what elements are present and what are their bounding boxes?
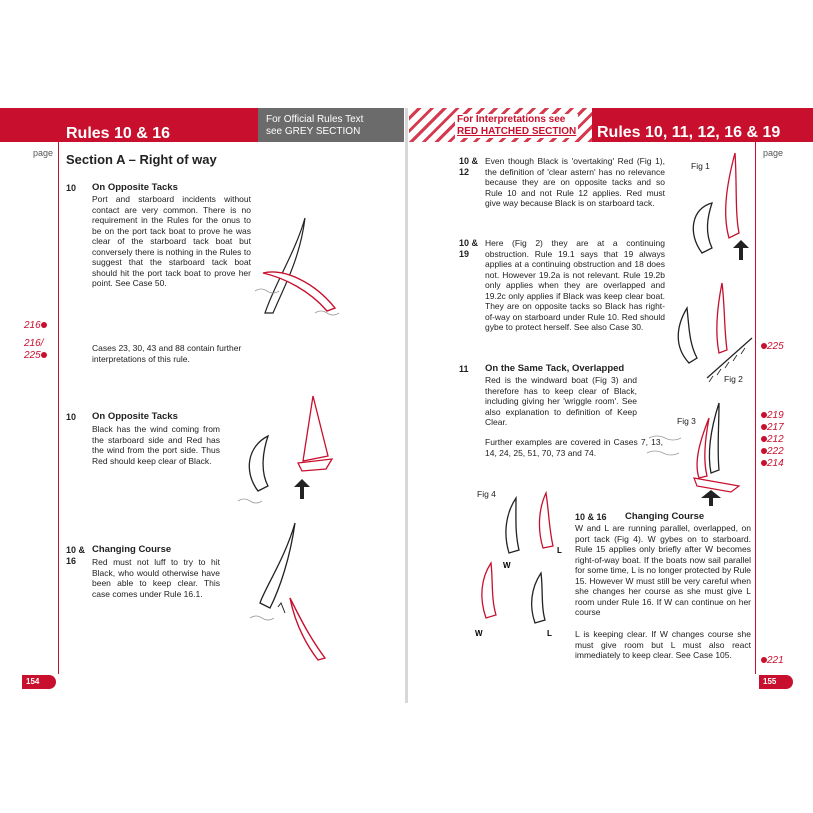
ref-dot-icon bbox=[41, 352, 47, 358]
ref-dot-icon bbox=[41, 322, 47, 328]
fig4-diagram bbox=[461, 488, 576, 658]
section-title: Section A – Right of way bbox=[66, 152, 217, 167]
entry-number: 10 & bbox=[459, 238, 479, 248]
left-page-label: page bbox=[33, 148, 54, 158]
left-page-number: 154 bbox=[22, 675, 56, 689]
fig2-diagram bbox=[667, 278, 757, 388]
hatch-tab-line2: RED HATCHED SECTION bbox=[457, 126, 577, 137]
right-page-number: 155 bbox=[759, 675, 793, 689]
right-band-title: Rules 10, 11, 12, 16 & 19 bbox=[597, 124, 781, 141]
left-margin-rule bbox=[58, 142, 59, 674]
fig2-label: Fig 2 bbox=[724, 374, 743, 384]
entry-number-2: 12 bbox=[459, 167, 470, 177]
fig1-label: Fig 1 bbox=[691, 161, 710, 171]
right-ref-221[interactable]: 221 bbox=[761, 655, 784, 667]
entry-heading: On Opposite Tacks bbox=[92, 411, 178, 422]
left-ref-1[interactable]: 216 bbox=[24, 320, 47, 332]
entry-heading: Changing Course bbox=[625, 511, 705, 522]
entry-body: Here (Fig 2) they are at a continuing obstruction. Rule 19.1 says that 19 always applies at a continuing obstruction and 18 does not. However 19.2a is not relevant. Rule 19.2b only applies when they are overlapped and 19.2c only applies if Black was keep clear boat. They are on opposite tacks so Black has right-of-way on starboard under Rule 10. Red should gybe to protect herself. See also Case 30. bbox=[485, 238, 665, 332]
fig4-label: Fig 4 bbox=[477, 489, 496, 499]
entry-number: 10 bbox=[66, 412, 77, 422]
fig1-diagram bbox=[667, 148, 757, 263]
left-entry-3 bbox=[66, 545, 236, 625]
port-starboard-diagram bbox=[245, 213, 345, 323]
fig4-l2-label: L bbox=[557, 546, 562, 555]
entry-number-2: 19 bbox=[459, 249, 470, 259]
entry-number: 10 & bbox=[66, 545, 86, 555]
fig4-l1-label: L bbox=[547, 629, 552, 638]
grey-tab-line1: For Official Rules Text bbox=[266, 114, 364, 125]
book-spine bbox=[405, 108, 408, 703]
hatch-tab-text bbox=[455, 114, 578, 138]
entry-number-2: 16 bbox=[66, 556, 77, 566]
red-hatched-tab bbox=[409, 108, 592, 142]
fig3-diagram bbox=[639, 398, 757, 508]
left-ref-2[interactable]: 216/ 225 bbox=[24, 338, 47, 362]
left-band-title: Rules 10 & 16 bbox=[66, 125, 171, 142]
left-header-band bbox=[0, 108, 258, 142]
right-entry-4 bbox=[575, 512, 751, 682]
fig3-label: Fig 3 bbox=[677, 416, 696, 426]
left-entry-1 bbox=[66, 183, 251, 383]
left-entry-2 bbox=[66, 412, 226, 492]
changing-course-diagram bbox=[240, 518, 350, 668]
entry-extra: Further examples are covered in Cases 7, 13, 14, 24, 25, 51, 70, 73 and 74. bbox=[485, 437, 663, 458]
left-page bbox=[0, 108, 404, 703]
right-page-label: page bbox=[763, 148, 784, 158]
hatch-tab-line1: For Interpretations see bbox=[457, 114, 566, 125]
grey-section-tab bbox=[258, 108, 404, 142]
right-entry-1 bbox=[459, 156, 669, 236]
entry-heading: On Opposite Tacks bbox=[92, 182, 178, 193]
entry-number: 10 & 16 bbox=[575, 512, 607, 522]
entry-number: 11 bbox=[459, 364, 469, 374]
entry-body: W and L are running parallel, overlapped, on port tack (Fig 4). W gybes on to starboard. Rule 15 applies only briefly after W becomes right-of-way boat. If the boats now sail parallel for some time, L is no longer protected by Rule 15. However W must still be very careful when she changes her course as she must give L room under Rule 16. If W can continue on her course bbox=[575, 523, 751, 617]
opposite-tacks-diagram bbox=[228, 391, 348, 521]
right-refs-group[interactable]: 219 217 212 222 214 bbox=[761, 410, 784, 470]
fig4-w2-label: W bbox=[503, 561, 511, 570]
entry-body: Red is the windward boat (Fig 3) and therefore has to keep clear of Black, including giving her 'wriggle room'. See also explanation to definition of Keep Clear. bbox=[485, 375, 637, 427]
right-page bbox=[409, 108, 813, 703]
entry-heading: Changing Course bbox=[92, 544, 172, 555]
entry-body: Even though Black is 'overtaking' Red (Fig 1), the definition of 'clear astern' has no relevance because they are on opposite tacks and so Rule 10 and not Rule 12 applies. Red must give way because Black is on starboard tack. bbox=[485, 156, 665, 208]
fig4-w1-label: W bbox=[475, 629, 483, 638]
entry-number: 10 bbox=[66, 183, 77, 193]
right-entry-3 bbox=[459, 364, 669, 484]
entry-heading: On the Same Tack, Overlapped bbox=[485, 363, 625, 374]
entry-body: Red must not luff to try to hit Black, who would otherwise have been able to keep clear. This case comes under Rule 16.1. bbox=[92, 557, 220, 599]
entry-extra: Cases 23, 30, 43 and 88 contain further interpretations of this rule. bbox=[92, 343, 242, 364]
entry-body: Port and starboard incidents without contact are very common. There is no requirement in the Rules for the onus to be on the port tack boat to prove he was clear of the starboard tack boat but conversely there is nothing in the Rules to suggest that the starboard tack boat should hit the port tack boat to prove her point. See Case 50. bbox=[92, 194, 251, 288]
right-ref-225[interactable]: 225 bbox=[761, 341, 784, 353]
right-entry-2 bbox=[459, 238, 669, 358]
entry-body: Black has the wind coming from the starboard side and Red has the wind from the port side. Thus Red should keep clear of Black. bbox=[92, 424, 220, 466]
entry-number: 10 & bbox=[459, 156, 479, 166]
entry-extra: L is keeping clear. If W changes course she must give room but L must also react immediately to keep clear. See Case 105. bbox=[575, 629, 751, 660]
right-header-band bbox=[592, 108, 813, 142]
grey-tab-line2: see GREY SECTION bbox=[266, 126, 361, 137]
